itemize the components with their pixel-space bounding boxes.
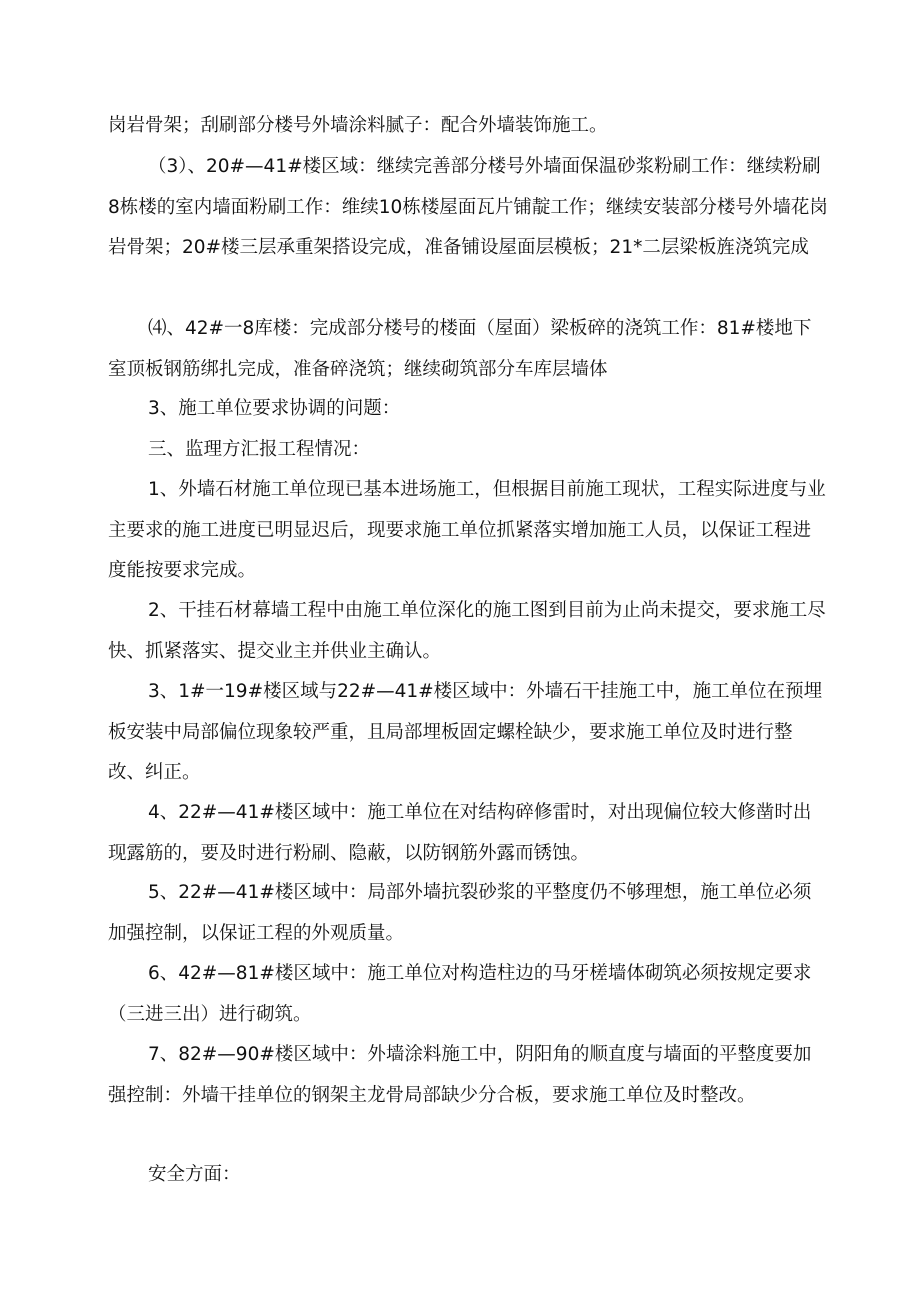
paragraph-report-1: 1、外墙石材施工单位现已基本进场施工，但根据目前施工现状，工程实际进度与业主要求的施工进度已明显迟后，现要求施工单位抓紧落实增加施工人员，以保证工程进度能按要求完成。 [108,479,826,581]
paragraph-continuation: 岗岩骨架；刮刷部分楼号外墙涂料腻子：配合外墙装饰施工。 [108,115,608,136]
paragraph-coordination-issues: 3、施工单位要求协调的问题： [148,398,401,419]
paragraph-report-3: 3、1#一19#楼区域与22#—41#楼区域中：外墙石干挂施工中，施工单位在预埋板安装中局部偏位现象较严重，且局部埋板固定螺栓缺少，要求施工单位及时进行整改、纠正。 [108,681,823,783]
paragraph-report-4: 4、22#—41#楼区域中：施工单位在对结构碎修雷时，对出现偏位较大修凿时出现露筋的，要及时进行粉刷、隐蔽，以防钢筋外露而锈蚀。 [108,802,812,864]
paragraph-report-5: 5、22#—41#楼区域中：局部外墙抗裂砂浆的平整度仍不够理想，施工单位必须加强控制，以保证工程的外观质量。 [108,882,812,944]
paragraph-report-7: 7、82#—90#楼区域中：外墙涂料施工中，阴阳角的顺直度与墙面的平整度要加强控制：外墙干挂单位的钢架主龙骨局部缺少分合板，要求施工单位及时整改。 [108,1044,812,1106]
paragraph-report-2: 2、干挂石材幕墙工程中由施工单位深化的施工图到目前为止尚未提交，要求施工尽快、抓紧落实、提交业主并供业主确认。 [108,600,826,662]
paragraph-report-6: 6、42#—81#楼区域中：施工单位对构造柱边的马牙槎墙体砌筑必须按规定要求（三进三出）进行砌筑。 [108,963,812,1025]
paragraph-item-3-area-20-41: （3）、20#—41#楼区域：继续完善部分楼号外墙面保温砂浆粉刷工作：继续粉刷8栋楼的室内墙面粉刷工作：维续10栋楼屋面瓦片铺靛工作；继续安装部分楼号外墙花岗岩骨架；20#楼三层承重架搭设完成，准备铺设屋面层模板；21*二层梁板旌浇筑完成 [108,156,828,258]
section-heading-safety: 安全方面： [148,1164,241,1185]
section-heading-supervisor-report: 三、监理方汇报工程情况： [148,439,371,460]
paragraph-item-4-area-42: ⑷、42#一8库楼：完成部分楼号的楼面（屋面）梁板碎的浇筑工作：81#楼地下室顶板钢筋绑扎完成，准备碎浇筑；继续砌筑部分车库层墙体 [108,318,812,380]
